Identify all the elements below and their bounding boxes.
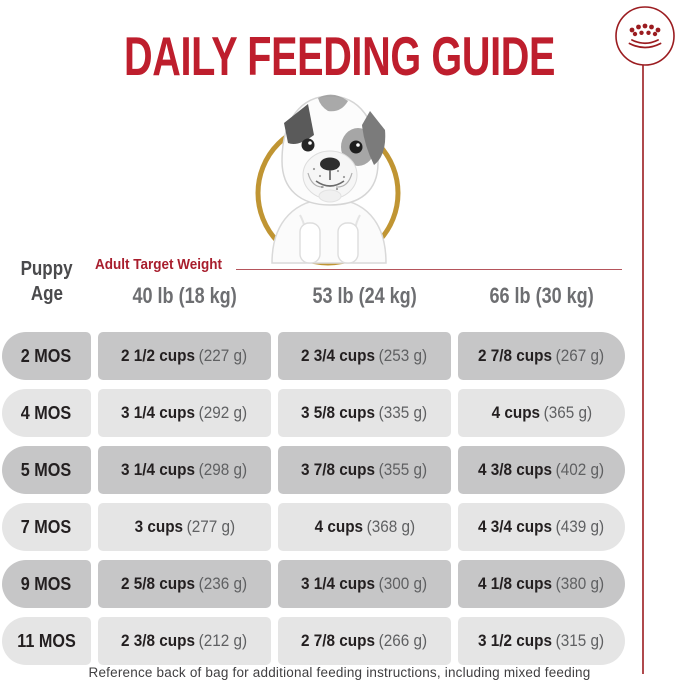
feeding-cell: 4 3/4 cups (439 g) <box>458 503 625 551</box>
age-cell: 7 MOS <box>2 503 91 551</box>
feeding-cell: 2 7/8 cups (267 g) <box>458 332 625 380</box>
footer-note: Reference back of bag for additional feeding instructions, including mixed feeding <box>88 665 591 680</box>
feeding-cell: 2 3/8 cups (212 g) <box>98 617 271 665</box>
page-title: DAILY FEEDING GUIDE <box>123 25 556 87</box>
table-row-7mos <box>2 503 625 551</box>
table-row-2mos <box>2 332 625 380</box>
age-cell: 5 MOS <box>2 446 91 494</box>
weight-column-headers <box>2 283 625 309</box>
table-row-11mos <box>2 617 625 665</box>
feeding-table <box>2 332 625 665</box>
column-header-53lb: 53 lb (24 kg) <box>312 283 417 308</box>
feeding-cell: 3 cups (277 g) <box>98 503 271 551</box>
bulldog-puppy-photo <box>238 83 428 267</box>
feeding-cell: 2 5/8 cups (236 g) <box>98 560 271 608</box>
adult-target-weight-label: Adult Target Weight <box>95 256 222 273</box>
table-row-4mos <box>2 389 625 437</box>
feeding-cell: 3 5/8 cups (335 g) <box>278 389 451 437</box>
puppy-age-header: Puppy Age <box>20 258 73 305</box>
feeding-cell: 2 3/4 cups (253 g) <box>278 332 451 380</box>
weight-label-rule <box>236 269 622 270</box>
adult-target-weight-group <box>95 256 622 273</box>
column-header-66lb: 66 lb (30 kg) <box>489 283 594 308</box>
feeding-cell: 3 7/8 cups (355 g) <box>278 446 451 494</box>
feeding-cell: 2 7/8 cups (266 g) <box>278 617 451 665</box>
column-header-40lb: 40 lb (18 kg) <box>132 283 237 308</box>
feeding-cell: 3 1/4 cups (292 g) <box>98 389 271 437</box>
feeding-cell: 3 1/4 cups (298 g) <box>98 446 271 494</box>
feeding-cell: 3 1/4 cups (300 g) <box>278 560 451 608</box>
age-cell: 2 MOS <box>2 332 91 380</box>
feeding-cell: 4 3/8 cups (402 g) <box>458 446 625 494</box>
table-row-5mos <box>2 446 625 494</box>
feeding-cell: 4 cups (365 g) <box>458 389 625 437</box>
age-cell: 11 MOS <box>2 617 91 665</box>
feeding-cell: 4 cups (368 g) <box>278 503 451 551</box>
age-cell: 9 MOS <box>2 560 91 608</box>
feeding-cell: 2 1/2 cups (227 g) <box>98 332 271 380</box>
feeding-cell: 4 1/8 cups (380 g) <box>458 560 625 608</box>
feeding-cell: 3 1/2 cups (315 g) <box>458 617 625 665</box>
table-row-9mos <box>2 560 625 608</box>
age-cell: 4 MOS <box>2 389 91 437</box>
